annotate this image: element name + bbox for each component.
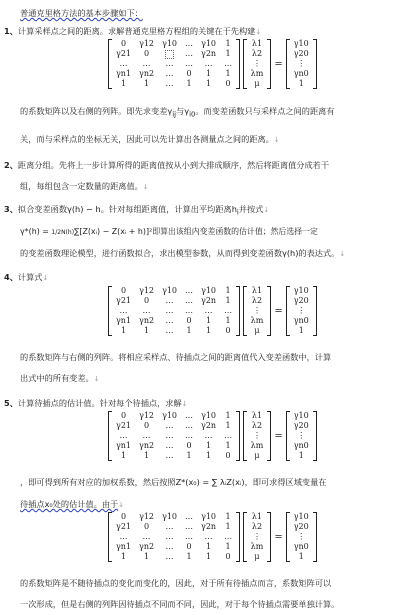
matrix-cell: 1 <box>186 326 192 335</box>
vector-cell: λ1 <box>251 286 263 295</box>
formula-fraction: 1/2N(h) <box>51 229 75 236</box>
step-4-line-1 <box>4 272 48 284</box>
matrix-cell: 1 <box>225 542 231 551</box>
matrix-cell: 1 <box>120 79 127 88</box>
step-2-line-1 <box>4 160 329 171</box>
vector-table <box>290 411 313 461</box>
matrix-cell: 0 <box>120 286 127 295</box>
matrix-table <box>112 512 236 562</box>
matrix-cell: … <box>119 431 128 440</box>
matrix-cell: γ10 <box>162 39 178 48</box>
step-3-text: 并按式 <box>238 204 264 214</box>
lambda-vector <box>243 512 272 562</box>
vector-cell: 1 <box>298 79 304 88</box>
matrix-cell: 0 <box>144 49 150 58</box>
vector-cell: λm <box>250 69 264 78</box>
vector-cell: ⋮ <box>297 431 306 440</box>
gamma-vector <box>286 39 317 89</box>
matrix-cell: γ12 <box>139 512 155 521</box>
formula-sum: ∑ <box>74 227 80 236</box>
matrix-cell: 0 <box>186 316 192 325</box>
vector-cell: 1 <box>298 451 304 460</box>
matrix-table <box>112 411 236 461</box>
matrix-cell: … <box>165 326 174 335</box>
step-4-title: 计算式 <box>17 272 43 282</box>
gamma-vector <box>286 512 317 562</box>
step-1-text: 关，而与采样点的坐标无关，因此可以先计算出各测量点之间的距离。 <box>20 134 274 144</box>
vector-cell: ⋮ <box>297 59 306 68</box>
vector-cell: μ <box>254 326 260 335</box>
step-1-line-1 <box>4 26 261 38</box>
matrix-cell: 1 <box>144 326 150 335</box>
matrix-cell: γn1 <box>116 69 132 78</box>
matrix-cell: … <box>185 431 194 440</box>
matrix-cell: 1 <box>206 316 212 325</box>
step-5-text: 一次形成，但是右侧的列阵因待插点不同而不同，因此，对于每个待插点需要单独计算。 <box>20 599 340 609</box>
matrix-cell: γ10 <box>162 286 178 295</box>
matrix-cell: 1 <box>206 79 212 88</box>
matrix-cell: γ21 <box>116 421 131 430</box>
matrix-cell: 1 <box>186 451 192 460</box>
matrix-cell: 1 <box>225 421 231 430</box>
matrix-cell: 0 <box>186 441 192 450</box>
vector-cell: λ2 <box>251 421 263 430</box>
matrix-cell: γ12 <box>139 39 155 48</box>
matrix-cell: 1 <box>186 552 192 561</box>
matrix-cell: … <box>142 306 151 315</box>
matrix-cell: γ21 <box>116 49 131 58</box>
step-4-number: 4、 <box>4 272 18 282</box>
matrix-cell: 1 <box>120 451 127 460</box>
matrix-cell: 0 <box>120 512 127 521</box>
coefficient-matrix <box>108 39 240 89</box>
vector-table <box>247 39 268 89</box>
matrix-cell: … <box>165 59 174 68</box>
matrix-cell: … <box>185 522 194 531</box>
step-5-title: 计算待插点的估计值。针对每个待插点，求解 <box>17 398 182 408</box>
matrix-cell: 0 <box>186 69 192 78</box>
equals-sign: = <box>274 531 283 543</box>
matrix-cell: 1 <box>120 326 127 335</box>
vector-cell: γ10 <box>293 286 309 295</box>
matrix-cell: 0 <box>186 542 192 551</box>
equation-4 <box>108 512 317 562</box>
matrix-cell: … <box>142 431 151 440</box>
matrix-cell: γ12 <box>139 411 155 420</box>
step-3-text: 拟合变差函数γ(h) − h。针对每组距离值，计算出平均距离h <box>17 204 237 214</box>
matrix-cell-placeholder <box>158 49 181 59</box>
matrix-cell: … <box>204 431 213 440</box>
step-1-line-2: 的系数矩阵以及右侧的列阵。即先求变差$\gamma_{ij}$与$\gamma_{i0}$。而变差函数只与采样点之间的距离有 <box>20 106 335 119</box>
vector-table <box>247 512 268 562</box>
matrix-cell: … <box>224 532 233 541</box>
step-4-text: 的系数矩阵与右侧的列阵。将相应采样点、待插点之间的距离值代入变差函数中，计算 <box>20 352 332 362</box>
matrix-cell: 1 <box>225 39 231 48</box>
matrix-cell: γ10 <box>201 512 217 521</box>
matrix-cell: … <box>224 59 233 68</box>
matrix-cell: 1 <box>206 326 212 335</box>
matrix-cell: γ21 <box>116 296 131 305</box>
matrix-cell: … <box>165 552 174 561</box>
step-3-line-1: 3、拟合变差函数γ(h) − h。针对每组距离值，计算出平均距离$h_i$并按式↓ <box>4 204 270 217</box>
matrix-cell: 1 <box>206 441 212 450</box>
step-2-line-2 <box>20 181 149 193</box>
matrix-cell: … <box>185 286 194 295</box>
matrix-cell: … <box>165 451 174 460</box>
vector-cell: ⋮ <box>253 306 261 315</box>
vector-cell: 1 <box>298 552 304 561</box>
matrix-cell: 0 <box>144 296 150 305</box>
matrix-cell: … <box>142 532 151 541</box>
matrix-cell: … <box>165 79 174 88</box>
coefficient-matrix <box>108 411 240 461</box>
vector-cell: ⋮ <box>253 532 261 541</box>
gamma-vector <box>286 286 317 336</box>
matrix-cell: 1 <box>225 411 231 420</box>
matrix-cell: 1 <box>206 552 212 561</box>
para-mark: ↓ <box>273 136 280 144</box>
vector-cell: λm <box>250 316 264 325</box>
step-5-text: 待插点x₀处的估计值。由于 <box>20 499 119 509</box>
vector-cell: γn0 <box>293 69 309 78</box>
equation-3 <box>108 411 317 461</box>
matrix-cell: γ2n <box>201 296 217 305</box>
vector-cell: λm <box>250 441 264 450</box>
matrix-cell: γ21 <box>116 522 131 531</box>
vector-table <box>247 286 268 336</box>
vector-cell: γn0 <box>293 316 309 325</box>
matrix-cell: 1 <box>120 552 127 561</box>
matrix-cell: 1 <box>206 69 212 78</box>
matrix-cell: 0 <box>120 411 127 420</box>
para-mark: ↓ <box>255 28 262 36</box>
matrix-cell: … <box>165 532 174 541</box>
step-4-line-3 <box>20 373 100 385</box>
intro-line <box>20 8 143 19</box>
lambda-vector <box>243 286 272 336</box>
matrix-cell: … <box>119 532 128 541</box>
matrix-cell: … <box>204 532 213 541</box>
matrix-cell: 1 <box>144 79 150 88</box>
matrix-cell: … <box>224 306 233 315</box>
matrix-cell: γn1 <box>116 441 132 450</box>
matrix-cell: … <box>119 306 128 315</box>
matrix-cell: γ2n <box>201 522 217 531</box>
variogram-formula: γ*(h) = <box>20 227 52 236</box>
vector-cell: γ20 <box>293 49 309 58</box>
matrix-cell: γ2n <box>201 49 217 58</box>
matrix-cell: 1 <box>206 451 212 460</box>
matrix-cell: … <box>185 512 194 521</box>
matrix-cell: … <box>165 316 174 325</box>
vector-cell: λ2 <box>251 49 263 58</box>
vector-cell: γ10 <box>293 512 309 521</box>
vector-table <box>290 39 313 89</box>
vector-cell: 1 <box>298 326 304 335</box>
vector-cell: λm <box>250 542 264 551</box>
matrix-table <box>112 39 236 89</box>
matrix-cell: γ2n <box>201 421 217 430</box>
formula-body: [Z(xᵢ) − Z(xᵢ + h)]²即算出该组内变差函数的估计值；然后选择一定 <box>79 227 318 236</box>
step-3-text: 的变差函数理论模型，进行函数拟合，求出模型参数，从而得到变差函数γ(h)的表达式。 <box>20 248 340 258</box>
lambda-vector <box>243 411 272 461</box>
vector-cell: λ1 <box>251 411 263 420</box>
vector-cell: μ <box>254 79 260 88</box>
matrix-cell: 1 <box>225 286 231 295</box>
step-5-line-1 <box>4 398 188 410</box>
matrix-cell: … <box>185 421 194 430</box>
placeholder-box-icon <box>165 50 174 59</box>
vector-cell: λ1 <box>251 512 263 521</box>
matrix-cell: … <box>165 69 174 78</box>
step-3-line-3 <box>20 248 345 260</box>
matrix-cell: 1 <box>225 316 231 325</box>
matrix-cell: 1 <box>225 512 231 521</box>
matrix-cell: 0 <box>225 79 231 88</box>
matrix-cell: … <box>142 59 151 68</box>
matrix-cell: … <box>185 59 194 68</box>
step-5-line-3 <box>20 499 124 511</box>
matrix-cell: … <box>185 49 194 58</box>
vector-cell: γ20 <box>293 296 309 305</box>
matrix-cell: … <box>165 431 174 440</box>
para-mark: ↓ <box>118 501 125 509</box>
matrix-cell: … <box>165 542 174 551</box>
matrix-cell: γ10 <box>162 512 178 521</box>
vector-cell: γ10 <box>293 411 309 420</box>
vector-cell: μ <box>254 451 260 460</box>
matrix-cell: 0 <box>144 421 150 430</box>
matrix-cell: … <box>165 296 174 305</box>
step-1-text: 的系数矩阵以及右侧的列阵。即先求变差γ <box>20 106 173 116</box>
matrix-cell: γn2 <box>139 542 155 551</box>
step-1-number: 1、 <box>4 26 18 36</box>
matrix-cell: … <box>204 306 213 315</box>
matrix-cell: … <box>165 421 174 430</box>
matrix-cell: 1 <box>186 79 192 88</box>
matrix-cell: γ10 <box>162 411 178 420</box>
step-1-text: 。而变差函数只与采样点之间的距离有 <box>195 106 335 116</box>
matrix-cell: … <box>185 296 194 305</box>
matrix-cell: 1 <box>225 441 231 450</box>
coefficient-matrix <box>108 512 240 562</box>
intro-text: 普通克里格方法的基本步骤如下： <box>20 8 143 18</box>
matrix-cell: … <box>119 59 128 68</box>
vector-cell: λ2 <box>251 296 263 305</box>
matrix-cell: … <box>165 306 174 315</box>
step-3-number: 3、 <box>4 204 18 214</box>
para-mark: ↓ <box>42 274 49 282</box>
matrix-cell: … <box>185 306 194 315</box>
step-5-line-5 <box>20 599 339 610</box>
matrix-cell: γn2 <box>139 316 155 325</box>
matrix-cell: 1 <box>144 451 150 460</box>
matrix-cell: 1 <box>225 49 231 58</box>
matrix-table <box>112 286 236 336</box>
step-1-text: 与γ <box>176 106 190 116</box>
matrix-cell: 1 <box>225 522 231 531</box>
matrix-cell: γ10 <box>201 286 217 295</box>
matrix-cell: … <box>185 532 194 541</box>
para-mark: ↓ <box>339 250 346 258</box>
matrix-cell: 1 <box>206 542 212 551</box>
equation-2 <box>108 286 317 336</box>
step-4-line-2 <box>20 352 331 363</box>
vector-cell: ⋮ <box>253 59 261 68</box>
step-5-text: 的系数矩阵是不随待插点的变化而变化的，因此，对于所有待插点而言，系数矩阵可以 <box>20 578 332 588</box>
step-5-number: 5、 <box>4 398 18 408</box>
para-mark: ↓ <box>181 400 188 408</box>
step-4-text: 出式中的所有变差。 <box>20 373 94 383</box>
matrix-cell: 0 <box>120 39 127 48</box>
matrix-cell: γ10 <box>201 39 217 48</box>
matrix-cell: γ10 <box>201 411 217 420</box>
equation-1 <box>108 39 317 89</box>
vector-cell: γn0 <box>293 542 309 551</box>
step-2-number: 2、 <box>4 160 18 170</box>
step-1-title: 计算采样点之间的距离。 <box>17 26 108 36</box>
step-5-line-2 <box>20 477 326 488</box>
matrix-cell: γn1 <box>116 316 132 325</box>
vector-cell: μ <box>254 552 260 561</box>
vector-cell: ⋮ <box>253 431 261 440</box>
vector-cell: γn0 <box>293 441 309 450</box>
para-mark: ↓ <box>142 183 149 191</box>
step-5-line-4 <box>20 578 331 589</box>
matrix-cell: γn2 <box>139 441 155 450</box>
step-2-text: 距离分组。先将上一步计算所得的距离值按从小到大排成顺序，然后将距离值分成若干 <box>17 160 330 170</box>
matrix-cell: … <box>204 59 213 68</box>
coefficient-matrix <box>108 286 240 336</box>
equals-sign: = <box>274 58 283 70</box>
matrix-cell: 0 <box>144 522 150 531</box>
vector-cell: γ20 <box>293 421 309 430</box>
matrix-cell: γn2 <box>139 69 155 78</box>
matrix-cell: … <box>165 441 174 450</box>
matrix-cell: … <box>185 411 194 420</box>
step-3-formula-line <box>20 226 318 238</box>
vector-table <box>247 411 268 461</box>
matrix-cell: 1 <box>225 296 231 305</box>
vector-cell: ⋮ <box>297 306 306 315</box>
vector-table <box>290 512 313 562</box>
step-1-text: 求解普通克里格方程组的关键在于先构建 <box>107 26 256 36</box>
step-2-text: 组，每组包含一定数量的距离值。 <box>20 181 143 191</box>
vector-cell: γ20 <box>293 522 309 531</box>
para-mark: ↓ <box>263 206 270 214</box>
vector-cell: λ2 <box>251 522 263 531</box>
step-1-line-3 <box>20 134 280 146</box>
matrix-cell: 1 <box>144 552 150 561</box>
matrix-cell: γ12 <box>139 286 155 295</box>
matrix-cell: … <box>165 522 174 531</box>
matrix-cell: 0 <box>225 326 231 335</box>
matrix-cell: 0 <box>225 451 231 460</box>
matrix-cell: 1 <box>225 69 231 78</box>
matrix-cell: … <box>224 431 233 440</box>
step-5-text: ，即可得到所有对应的加权系数，然后按照Z*(x₀) = ∑ λᵢZ(xᵢ)，即可求得区域变量在 <box>20 477 327 487</box>
matrix-cell: γn1 <box>116 542 132 551</box>
vector-cell: ⋮ <box>297 532 306 541</box>
para-mark: ↓ <box>93 375 100 383</box>
lambda-vector <box>243 39 272 89</box>
vector-cell: λ1 <box>251 39 263 48</box>
matrix-cell: … <box>185 39 194 48</box>
vector-cell: γ10 <box>293 39 309 48</box>
vector-table <box>290 286 313 336</box>
matrix-cell: 0 <box>225 552 231 561</box>
equals-sign: = <box>274 430 283 442</box>
gamma-vector <box>286 411 317 461</box>
equals-sign: = <box>274 305 283 317</box>
